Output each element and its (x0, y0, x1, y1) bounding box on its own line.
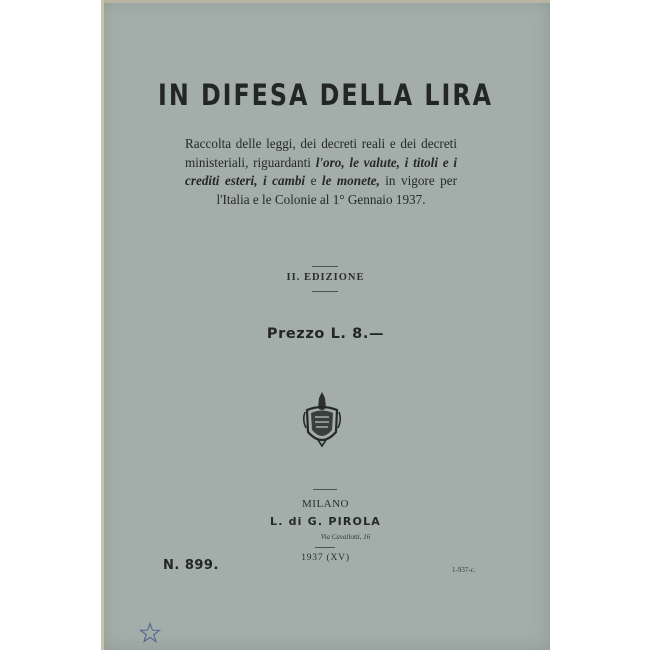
description-text-1: Raccolta delle leggi, dei decreti reali e dei decreti ministeriali, riguardanti (185, 136, 457, 170)
print-code: 1-937-c. (452, 566, 476, 574)
year-rule (315, 547, 335, 548)
description-text-2: e (305, 173, 322, 189)
star-stamp-icon (139, 622, 161, 644)
cover-top-edge (101, 0, 550, 3)
description-text-3: in vigore per l'Italia e le Colonie al 1° Gennaio 1937. (216, 173, 457, 207)
price-label: Prezzo L. 8.— (266, 326, 385, 342)
book-description (185, 135, 457, 209)
book-cover (101, 0, 550, 650)
book-title: IN DIFESA DELLA LIRA (158, 78, 493, 112)
publisher-address: Via Cavallotti, 16 (320, 533, 371, 541)
edition-rule-bottom (312, 291, 338, 292)
series-number: N. 899. (163, 558, 219, 573)
publisher-name: L. di G. PIROLA (269, 515, 382, 528)
description-italic-2: le monete, (321, 173, 380, 189)
description-italic-1: l'oro, le valute, i titoli e i crediti esteri, i cambi (185, 154, 457, 189)
edition-label: II. EDIZIONE (286, 272, 365, 283)
publisher-city: MILANO (302, 498, 349, 510)
publication-year: 1937 (XV) (301, 553, 350, 563)
publisher-crest-icon (301, 390, 343, 450)
city-rule (313, 489, 337, 490)
edition-rule-top (312, 266, 338, 267)
